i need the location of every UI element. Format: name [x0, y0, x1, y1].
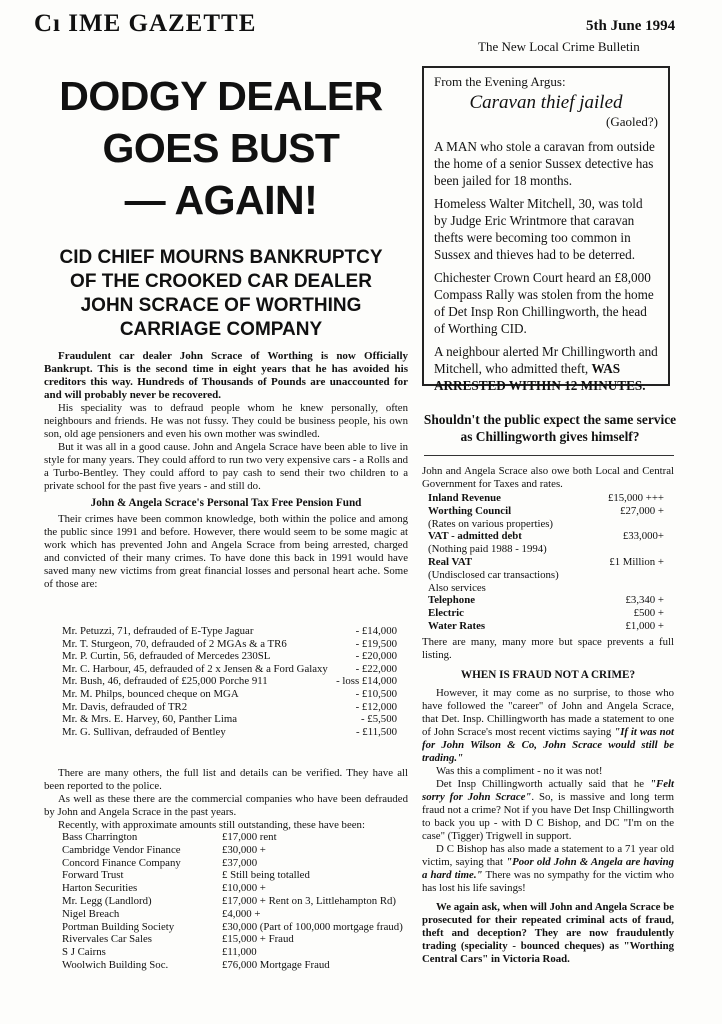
company-name: S J Cairns	[62, 946, 106, 959]
victim-amount: - loss £14,000	[336, 675, 397, 688]
company-name: Harton Securities	[62, 882, 138, 895]
company-name: Forward Trust	[62, 869, 124, 882]
debts-intro: John and Angela Scrace also owe both Local and Central Government for Taxes and rates.	[422, 465, 674, 490]
company-amount: £11,000	[222, 946, 257, 959]
paragraph: As well as these there are the commercial companies who have been defrauded by John and Angela Scrace in the past years.	[44, 793, 408, 818]
company-amount: £30,000 (Part of 100,000 mortgage fraud)	[222, 920, 403, 933]
company-name: Bass Charrington	[62, 831, 138, 843]
victim-row	[62, 663, 397, 676]
company-row	[62, 895, 403, 908]
debt-row	[428, 505, 664, 518]
issue-date: 5th June 1994	[586, 18, 676, 34]
paragraph	[422, 687, 674, 765]
subheadline-line: OF THE CROOKED CAR DEALER	[70, 271, 372, 292]
company-name: Nigel Breach	[62, 907, 120, 920]
debt-amount: £1 Million +	[609, 555, 664, 568]
victim-row	[62, 625, 397, 638]
victim-name: Mr. T. Sturgeon, 70, defrauded of 2 MGAs & a TR6	[62, 637, 287, 650]
victim-amount: - £22,000	[355, 662, 397, 675]
masthead: Cı IME GAZETTE	[34, 10, 257, 37]
debt-row	[428, 569, 664, 582]
paragraph	[422, 843, 674, 895]
debt-name: Electric	[428, 607, 464, 620]
company-row	[62, 869, 403, 882]
company-row	[62, 882, 403, 895]
masthead-subtitle: The New Local Crime Bulletin	[478, 39, 640, 54]
quote: "Poor old John & Angela are having a hard time."	[422, 856, 675, 881]
box-paragraph	[434, 343, 658, 394]
debt-name: (Undisclosed car transactions)	[428, 568, 559, 581]
debt-amount	[593, 582, 664, 595]
intro-paragraph: Fraudulent car dealer John Scrace of Worthing is now Officially Bankrupt. This is the second time in eight years that he has avoided his creditors this way. Hundreds of Thousands of Pounds are unaccounted for and will probably never be recovered.	[44, 350, 408, 401]
headline-line: GOES BUST	[102, 125, 340, 171]
subheadline-line: JOHN SCRACE OF WORTHING	[80, 295, 362, 316]
company-row	[62, 921, 403, 934]
box-paragraph: Chichester Crown Court heard an £8,000 Compass Rally was stolen from the home of Det Insp Ron Chillingworth, the head of Worthing CID.	[434, 270, 654, 336]
company-name: Mr. Legg (Landlord)	[62, 894, 152, 907]
debt-amount: £3,340 +	[625, 594, 664, 607]
debt-row	[428, 543, 664, 556]
company-row	[62, 908, 403, 921]
debt-amount	[593, 569, 664, 582]
victim-name: Mr. Davis, defrauded of TR2	[62, 700, 188, 713]
headline-line: — AGAIN!	[124, 177, 318, 223]
company-row	[62, 857, 403, 870]
text: . So, is massive and long term fraud not a crime? Not if you have Det Insp Chillingworth to back you up - with D C Bishop, and DC "I'm on the case" (Tigger) Trigwell in support.	[422, 791, 675, 842]
company-name: Cambridge Vendor Finance	[62, 843, 181, 856]
company-amount: £37,000	[222, 856, 258, 869]
paragraph: There are many, many more but space prevents a full listing.	[422, 636, 674, 661]
victim-amount: - £12,000	[355, 700, 397, 713]
debt-row	[428, 620, 664, 633]
debt-name: (Rates on various properties)	[428, 517, 554, 530]
debt-amount: £33,000+	[622, 530, 664, 543]
paragraph: But it was all in a good cause. John and Angela Scrace have been able to live in style for many years. They could afford to run two very expensive cars - a Rolls and a Turbo-Bentley. They could afford to pay cash to send their two children to a private school for the past five years - and still do.	[44, 441, 408, 492]
company-amount: £30,000 +	[222, 843, 266, 856]
text: D C Bishop has also made a statement to a 71 year old victim, saying that	[422, 843, 674, 868]
company-row	[62, 946, 403, 959]
box-paragraph	[434, 195, 658, 263]
subheadline-line: CID CHIEF MOURNS BANKRUPTCY	[59, 247, 383, 268]
box-source: From the Evening Argus:	[434, 74, 566, 89]
subheadline-line: CARRIAGE COMPANY	[119, 319, 323, 340]
box-text: Homeless Walter Mitchell, 30, was told by Judge Eric Wrintmore	[434, 196, 643, 228]
paragraph: Was this a compliment - no it was not!	[436, 765, 603, 777]
debt-name: Inland Revenue	[428, 492, 501, 504]
victim-name: Mr. Bush, 46, defrauded of £25,000 Porche 911	[62, 675, 268, 688]
debt-row	[428, 556, 664, 569]
box-note: (Gaoled?)	[606, 114, 658, 129]
company-row	[62, 831, 403, 844]
debt-row	[428, 607, 664, 620]
company-amount: £17,000 rent	[222, 831, 277, 843]
victim-amount: - £14,000	[355, 625, 397, 637]
victim-name: Mr. Petuzzi, 71, defrauded of E-Type Jaguar	[62, 625, 254, 637]
companies-table	[62, 831, 403, 972]
text: There was no sympathy for the victim who has lost his life savings!	[422, 869, 675, 894]
box-emphasis: WAS ARRESTED WITHIN 12 MINUTES.	[434, 361, 646, 393]
victim-amount: - £5,500	[361, 713, 397, 726]
section-heading: John & Angela Scrace's Personal Tax Free Pension Fund	[90, 497, 362, 509]
victim-name: Mr. M. Philps, bounced cheque on MGA	[62, 687, 239, 700]
victim-name: Mr. G. Sullivan, defrauded of Bentley	[62, 725, 226, 738]
paragraph: There are many others, the full list and details can be verified. They have all been reported to the police.	[44, 767, 408, 792]
debt-name: Real VAT	[428, 555, 473, 568]
company-row	[62, 933, 403, 946]
paragraph	[422, 778, 674, 843]
debt-amount: £1,000 +	[625, 619, 664, 632]
victim-row	[62, 688, 397, 701]
paragraph: His speciality was to defraud people whom he knew personally, often neighbours and friends. He was not fussy. They could be business people, his own son, old age pensioners and even his own mother was swindled.	[44, 402, 408, 440]
company-amount: £15,000 + Fraud	[222, 933, 294, 946]
victim-name: Mr. P. Curtin, 56, defrauded of Mercedes 230SL	[62, 650, 271, 663]
box-title: Caravan thief jailed	[469, 92, 623, 113]
subheadline	[30, 246, 412, 342]
paragraph: Their crimes have been common knowledge, both within the police and among the public since 1991 and before. However, there would seem to be some magic at work which has prevented John and Angela Scrace from being arrested, charged and convicted of their many crimes. To have done this back in 1991 would have saved many new victims from great financial losses and personal heart ache. Some of those are:	[44, 513, 408, 590]
company-amount: £17,000 + Rent on 3, Littlehampton Rd)	[222, 894, 397, 907]
company-name: Concord Finance Company	[62, 856, 181, 869]
divider	[424, 455, 674, 456]
text: However, it may come as no surprise, to those who have followed the "career" of John and Angela Scrace, that Det. Insp. Chillingworth has made a statement to one of John Scrace's most recent victims saying	[422, 687, 674, 738]
victim-amount: - £10,500	[355, 687, 397, 700]
debt-name: Telephone	[428, 594, 475, 607]
company-row	[62, 959, 403, 972]
text: Det Insp Chillingworth actually said that he	[436, 778, 650, 790]
victim-amount: - £11,500	[356, 725, 397, 738]
debt-name: Also services	[428, 581, 486, 594]
debt-amount	[593, 543, 664, 556]
box-text: A neighbour alerted Mr Chillingworth and Mitchell, who admitted theft,	[434, 344, 658, 376]
company-name: Portman Building Society	[62, 920, 175, 933]
paragraph: Recently, with approximate amounts still outstanding, these have been:	[58, 819, 365, 831]
victim-row	[62, 638, 397, 651]
debt-row	[428, 530, 664, 543]
debt-name: VAT - admitted debt	[428, 530, 522, 543]
quote: "Felt sorry for John Scrace"	[422, 778, 674, 803]
debt-amount: £15,000 +++	[607, 492, 664, 504]
victim-amount: - £20,000	[355, 650, 397, 663]
section-heading: WHEN IS FRAUD NOT A CRIME?	[460, 669, 636, 681]
debts-table	[428, 492, 664, 633]
box-paragraph: A MAN who stole a caravan from outside the home of a senior Sussex detective has been jailed for 18 months.	[434, 139, 655, 188]
victim-row	[62, 726, 397, 739]
evening-argus-box	[422, 66, 670, 393]
company-name: Woolwich Building Soc.	[62, 958, 169, 971]
debt-name: Water Rates	[428, 619, 486, 632]
victims-table	[62, 625, 397, 738]
victim-row	[62, 713, 397, 726]
debt-row	[428, 594, 664, 607]
quote: "If it was not for John Wilson & Co, John Scrace would still be trading."	[422, 726, 674, 764]
debt-amount: £500 +	[633, 607, 664, 620]
victim-row	[62, 701, 397, 714]
victim-row	[62, 675, 397, 688]
debt-amount: £27,000 +	[620, 504, 664, 517]
company-amount: £10,000 +	[222, 882, 266, 895]
debt-name: (Nothing paid 1988 - 1994)	[428, 543, 547, 556]
article-left	[44, 350, 408, 591]
article-right	[422, 636, 674, 966]
debt-amount	[593, 518, 664, 531]
question: Shouldn't the public expect the same service as Chillingworth gives himself?	[423, 412, 677, 444]
victim-amount: - £19,500	[355, 637, 397, 650]
headline-line: DODGY DEALER	[59, 73, 383, 119]
headline	[30, 70, 412, 226]
closing-paragraph: We again ask, when will John and Angela Scrace be prosecuted for their repeated criminal acts of fraud, theft and deception? They are now fraudulently trading (speciality - bounced cheques) as "Worthing Central Cars" in Victoria Road.	[422, 901, 674, 965]
company-row	[62, 844, 403, 857]
victim-name: Mr. C. Harbour, 45, defrauded of 2 x Jensen & a Ford Galaxy	[62, 662, 328, 675]
victim-name: Mr. & Mrs. E. Harvey, 60, Panther Lima	[62, 713, 238, 726]
debt-name: Worthing Council	[428, 504, 512, 517]
box-text: that caravan thefts were becoming too common in Sussex and thieves had to be deterred.	[434, 213, 636, 262]
debt-row	[428, 582, 664, 595]
company-amount: £ Still being totalled	[222, 869, 310, 882]
debt-row	[428, 518, 664, 531]
company-amount: £76,000 Mortgage Fraud	[222, 958, 330, 971]
article-left-continued	[44, 767, 408, 832]
victim-row	[62, 650, 397, 663]
company-name: Rivervales Car Sales	[62, 933, 152, 946]
company-amount: £4,000 +	[222, 907, 261, 920]
debt-row	[428, 492, 664, 505]
